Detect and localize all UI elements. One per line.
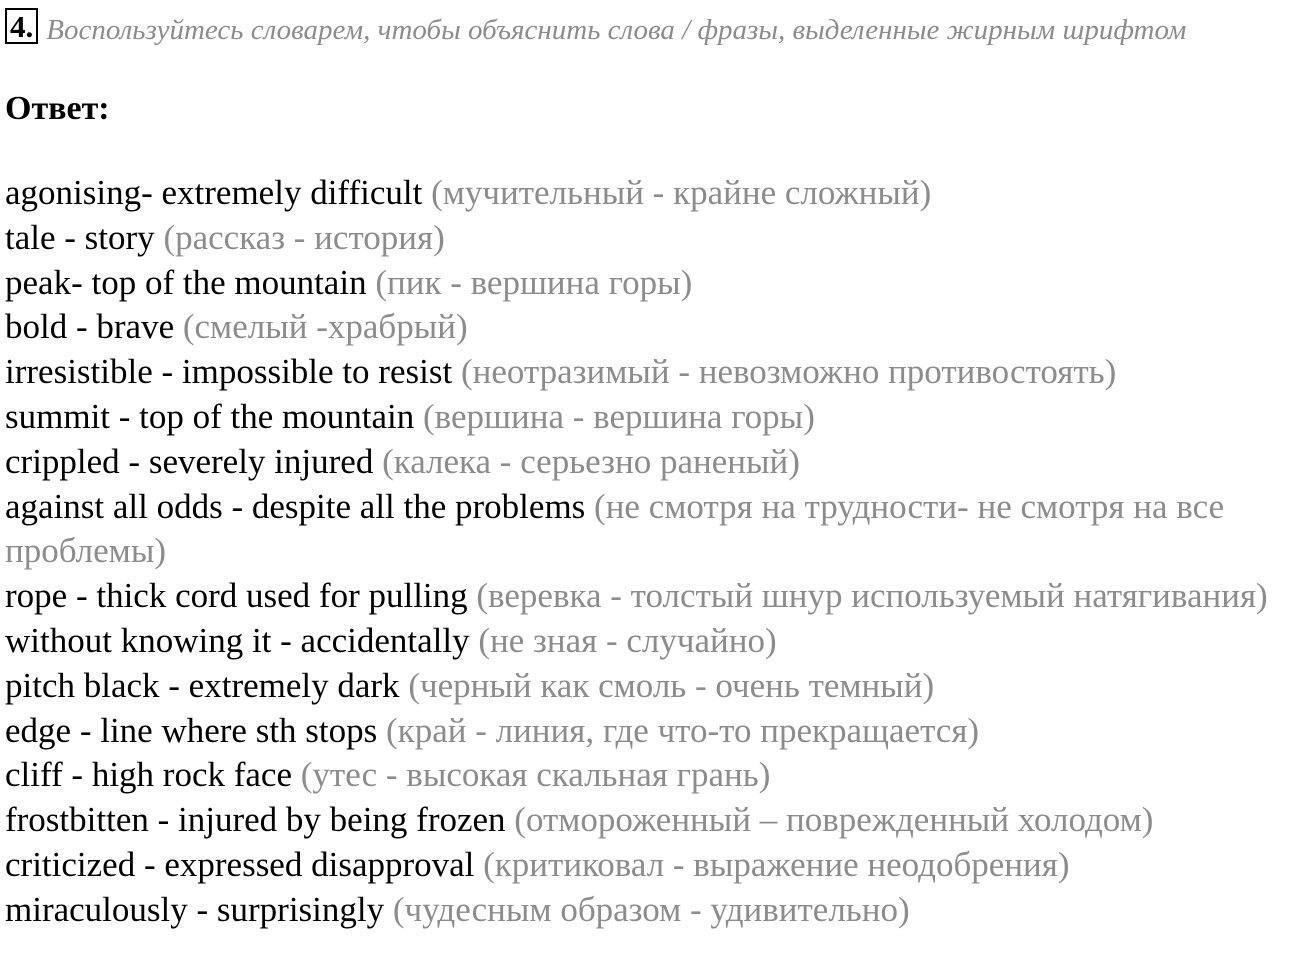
task-header [5, 8, 1293, 50]
english-definition: irresistible - impossible to resist [5, 352, 453, 392]
vocabulary-entry [5, 888, 1299, 933]
russian-translation: (утес - высокая скальная грань) [300, 755, 771, 795]
russian-translation: (калека - серьезно раненый) [382, 441, 800, 481]
english-definition: agonising- extremely difficult [5, 173, 423, 212]
english-definition: pitch black - extremely dark [5, 665, 400, 705]
english-definition: tale - story [5, 217, 155, 257]
english-definition: bold - brave [5, 307, 175, 347]
vocabulary-entry [5, 753, 1299, 798]
vocabulary-entry [5, 261, 1299, 306]
english-definition: peak- top of the mountain [5, 262, 367, 302]
russian-translation: (отмороженный – поврежденный холодом) [514, 800, 1154, 840]
english-definition: miraculously - surprisingly [5, 889, 385, 929]
english-definition: against all odds - despite all the problems [5, 486, 586, 526]
answer-label: Ответ: [5, 90, 110, 127]
english-definition: without knowing it - accidentally [5, 620, 470, 660]
russian-translation: (не зная - случайно) [478, 620, 777, 660]
russian-translation: (рассказ - история) [163, 217, 445, 257]
vocabulary-entry [5, 171, 1299, 216]
english-definition: summit - top of the mountain [5, 396, 415, 436]
russian-translation: (смелый -храбрый) [182, 307, 468, 347]
task-number: 4. [5, 8, 38, 44]
vocabulary-entry [5, 440, 1299, 485]
russian-translation: (чудесным образом - удивительно) [392, 889, 910, 929]
russian-translation: (край - линия, где что-то прекращается) [386, 710, 980, 750]
english-definition: frostbitten - injured by being frozen [5, 800, 506, 840]
english-definition: criticized - expressed disapproval [5, 844, 475, 884]
vocabulary-entry [5, 664, 1299, 709]
vocabulary-entry [5, 485, 1299, 575]
vocabulary-entry [5, 709, 1299, 754]
vocabulary-entry [5, 574, 1299, 619]
task-instruction: Воспользуйтесь словарем, чтобы объяснить слова / фразы, выделенные жирным шрифтом [46, 14, 1187, 46]
russian-translation: (вершина - вершина горы) [423, 396, 815, 436]
russian-translation: (пик - вершина горы) [375, 262, 693, 302]
english-definition: rope - thick cord used for pulling [5, 576, 468, 616]
english-definition: cliff - high rock face [5, 755, 292, 795]
russian-translation: (веревка - толстый шнур используемый натягивания) [476, 576, 1268, 616]
vocabulary-entry [5, 395, 1299, 440]
english-definition: crippled - severely injured [5, 441, 374, 481]
vocabulary-entry [5, 843, 1299, 888]
russian-translation: (черный как смоль - очень темный) [408, 665, 935, 705]
vocabulary-entry [5, 216, 1299, 261]
english-definition: edge - line where sth stops [5, 710, 378, 750]
russian-translation: (не смотря на трудности- не смотря на все проблемы) [5, 486, 1225, 571]
russian-translation: (мучительный - крайне сложный) [431, 173, 932, 212]
vocabulary-entry [5, 350, 1299, 395]
vocabulary-entry [5, 798, 1299, 843]
vocabulary-list [5, 171, 1299, 933]
vocabulary-entry [5, 619, 1299, 664]
russian-translation: (неотразимый - невозможно противостоять) [460, 352, 1117, 392]
russian-translation: (критиковал - выражение неодобрения) [483, 844, 1070, 884]
vocabulary-entry [5, 305, 1299, 350]
